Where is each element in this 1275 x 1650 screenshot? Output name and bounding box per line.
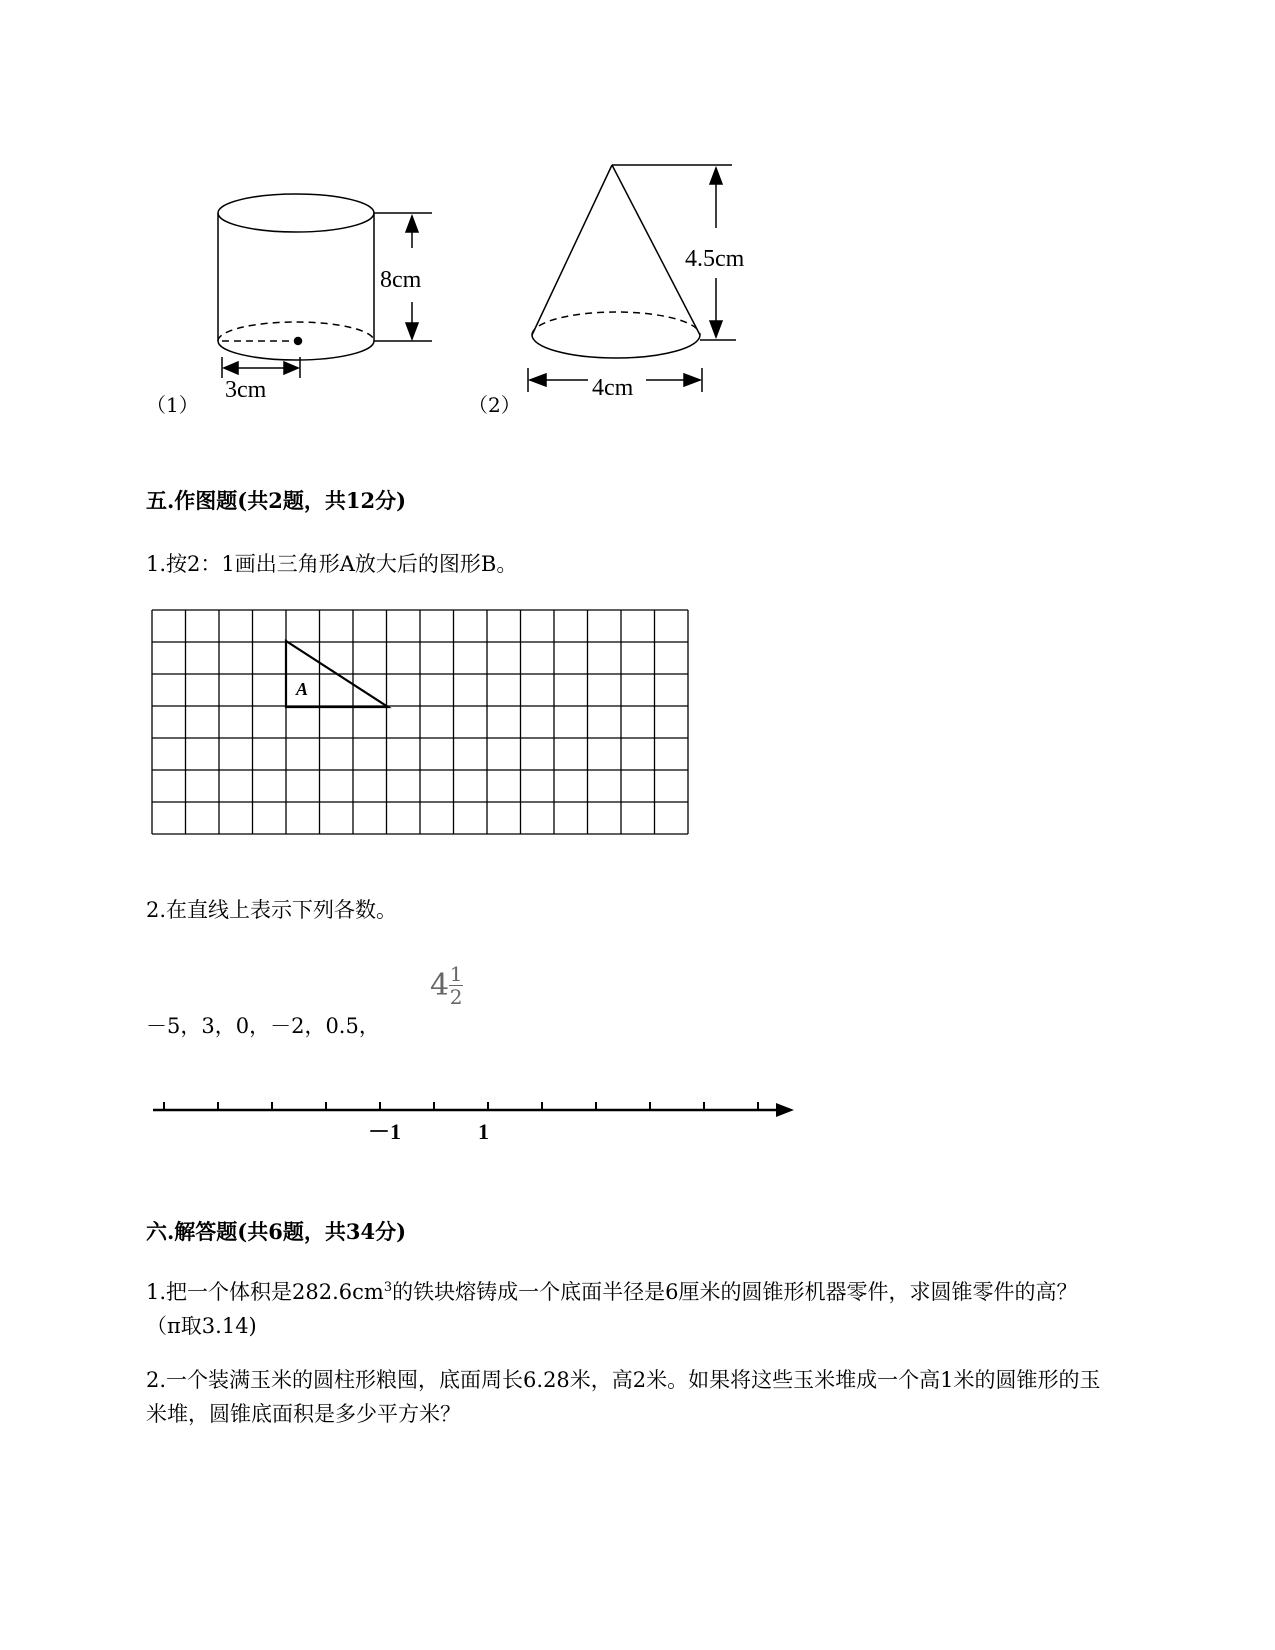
mixed-number-whole: 4	[430, 968, 450, 1003]
q1-text-part2: 的铁块熔铸成一个底面半径是6厘米的圆锥形机器零件，求圆锥零件的高？（π取3.14)	[146, 1280, 1078, 1338]
section6-question-1	[146, 1275, 1106, 1343]
mixed-number-fraction	[449, 964, 463, 1007]
number-line-arrow	[776, 1103, 794, 1117]
fraction-denominator: 2	[449, 985, 463, 1009]
fraction-numerator: 1	[449, 962, 463, 986]
cone-figure	[528, 165, 736, 392]
section6-heading: 六.解答题(共6题，共34分)	[146, 1219, 407, 1244]
number-line-label-minus-one: －1	[368, 1119, 402, 1144]
number-line-label-one: 1	[478, 1119, 489, 1144]
triangle-label: A	[296, 679, 309, 699]
q1-text-part1: 1.把一个体积是282.6cm	[146, 1280, 384, 1304]
cone-label: （2）	[468, 393, 521, 417]
numbers-list: －5，3，0，－2，0.5，	[146, 1014, 380, 1038]
cone-height-label: 4.5cm	[685, 246, 745, 272]
cylinder-label: （1）	[146, 393, 199, 417]
grid-figure	[150, 608, 710, 842]
solid-figures	[0, 0, 1275, 450]
section6-question-2: 2.一个装满玉米的圆柱形粮囤，底面周长6.28米，高2米。如果将这些玉米堆成一个高1米的圆锥形的玉米堆，圆锥底面积是多少平方米？	[146, 1368, 1101, 1426]
section5-heading: 五.作图题(共2题，共12分)	[146, 488, 407, 513]
section5-question-2: 2.在直线上表示下列各数。	[146, 898, 398, 922]
cylinder-radius-label: 3cm	[225, 377, 267, 403]
cylinder-height-label: 8cm	[380, 267, 422, 293]
q1-superscript: 3	[383, 1280, 393, 1295]
mixed-number	[430, 964, 463, 1007]
number-line	[150, 1090, 800, 1150]
cone-diameter-label: 4cm	[592, 375, 634, 401]
section5-question-1: 1.按2：1画出三角形A放大后的图形B。	[146, 552, 518, 576]
